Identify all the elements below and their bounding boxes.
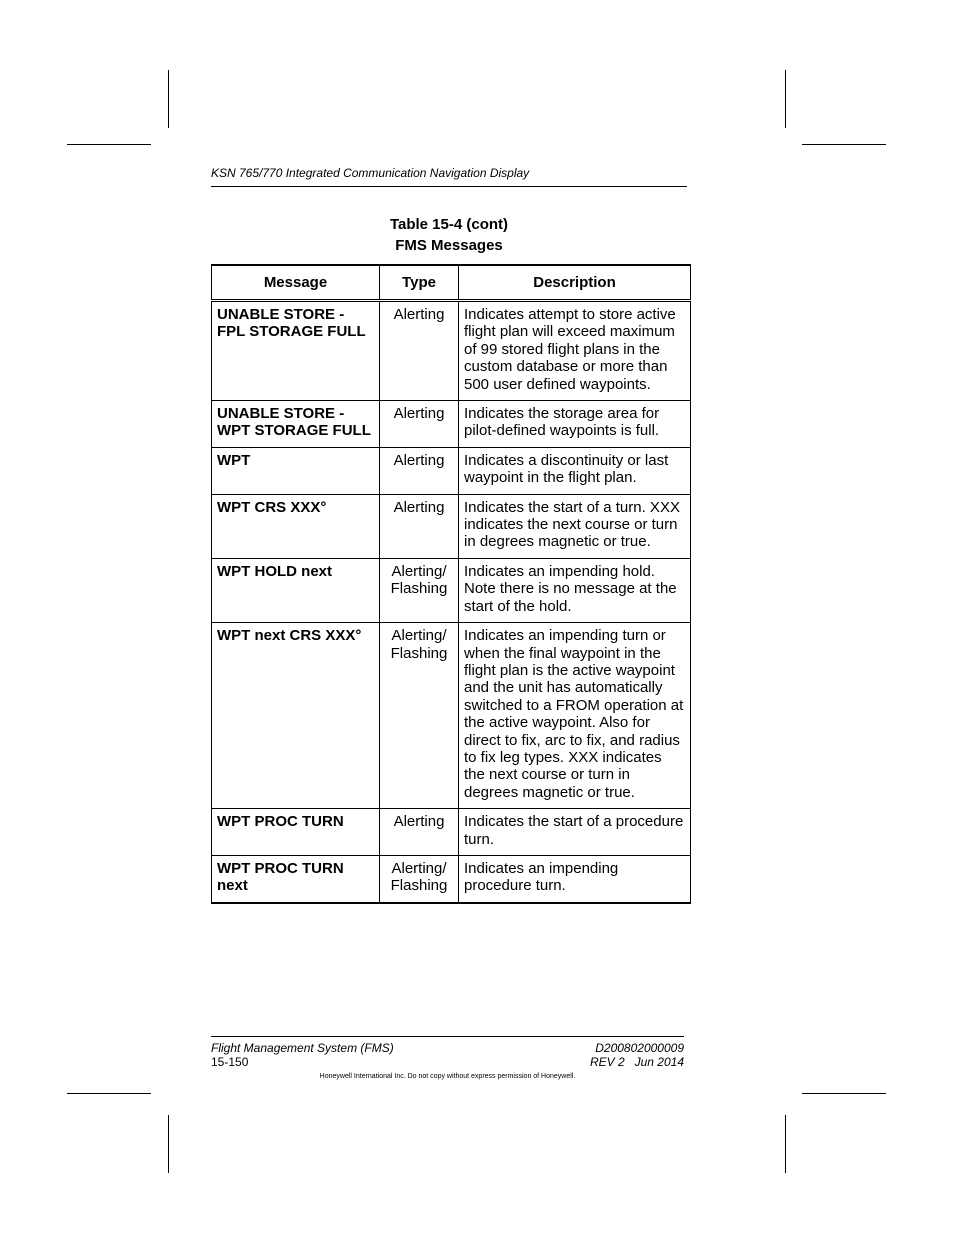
table-row [212,855,691,902]
message-cell: UNABLE STORE - FPL STORAGE FULL [212,301,380,401]
crop-mark [802,1093,886,1094]
description-cell: Indicates an impending turn or when the final waypoint in the flight plan is the active waypoint and the unit has automatically switched to a FROM operation at the active waypoint. Also for direct to fix, arc to fix, and radius to fix leg types. XXX indicates the next course or turn in degrees magnetic or true. [459,623,691,809]
description-cell: Indicates the start of a turn. XXX indicates the next course or turn in degrees magnetic or true. [459,494,691,558]
copyright-notice: Honeywell International Inc. Do not copy without express permission of Honeywell. [319,1073,576,1080]
crop-mark [802,144,886,145]
table-row [212,494,691,558]
type-cell: Alerting [380,401,459,448]
table-subcaption: FMS Messages [395,237,503,254]
type-cell: Alerting/ Flashing [380,558,459,622]
message-cell: UNABLE STORE - WPT STORAGE FULL [212,401,380,448]
message-cell: WPT PROC TURN [212,809,380,856]
description-cell: Indicates attempt to store active flight plan will exceed maximum of 99 stored flight plans in the custom database or more than 500 user defined waypoints. [459,301,691,401]
message-cell: WPT next CRS XXX° [212,623,380,809]
description-cell: Indicates the storage area for pilot-defined waypoints is full. [459,401,691,448]
description-cell: Indicates an impending hold. Note there is no message at the start of the hold. [459,558,691,622]
type-cell: Alerting [380,494,459,558]
table-row [212,401,691,448]
running-header: KSN 765/770 Integrated Communication Navigation Display [211,166,687,187]
type-cell: Alerting [380,447,459,494]
footer-page-number: 15-150 [211,1055,249,1069]
description-cell: Indicates the start of a procedure turn. [459,809,691,856]
message-cell: WPT PROC TURN next [212,855,380,902]
crop-mark [168,1115,169,1173]
footer-revision: REV 2 Jun 2014 [589,1055,684,1069]
crop-mark [785,1115,786,1173]
crop-mark [785,70,786,128]
message-cell: WPT HOLD next [212,558,380,622]
crop-mark [168,70,169,128]
footer-section-title: Flight Management System (FMS) [211,1041,394,1055]
column-header-message: Message [212,265,380,301]
table-row [212,558,691,622]
column-header-type: Type [380,265,459,301]
table-row [212,809,691,856]
crop-mark [67,1093,151,1094]
table-row [212,301,691,401]
footer-doc-number: D200802000009 [595,1041,684,1055]
type-cell: Alerting/ Flashing [380,855,459,902]
message-cell: WPT [212,447,380,494]
description-cell: Indicates a discontinuity or last waypoint in the flight plan. [459,447,691,494]
type-cell: Alerting/ Flashing [380,623,459,809]
table-caption: Table 15-4 (cont) [389,216,509,233]
crop-mark [67,144,151,145]
table-row [212,623,691,809]
column-header-description: Description [459,265,691,301]
table-row [212,447,691,494]
message-cell: WPT CRS XXX° [212,494,380,558]
table-title [211,214,687,256]
description-cell: Indicates an impending procedure turn. [459,855,691,902]
type-cell: Alerting [380,301,459,401]
fms-messages-table [211,264,691,904]
page-footer [211,1036,684,1069]
table-header-row [212,265,691,301]
type-cell: Alerting [380,809,459,856]
